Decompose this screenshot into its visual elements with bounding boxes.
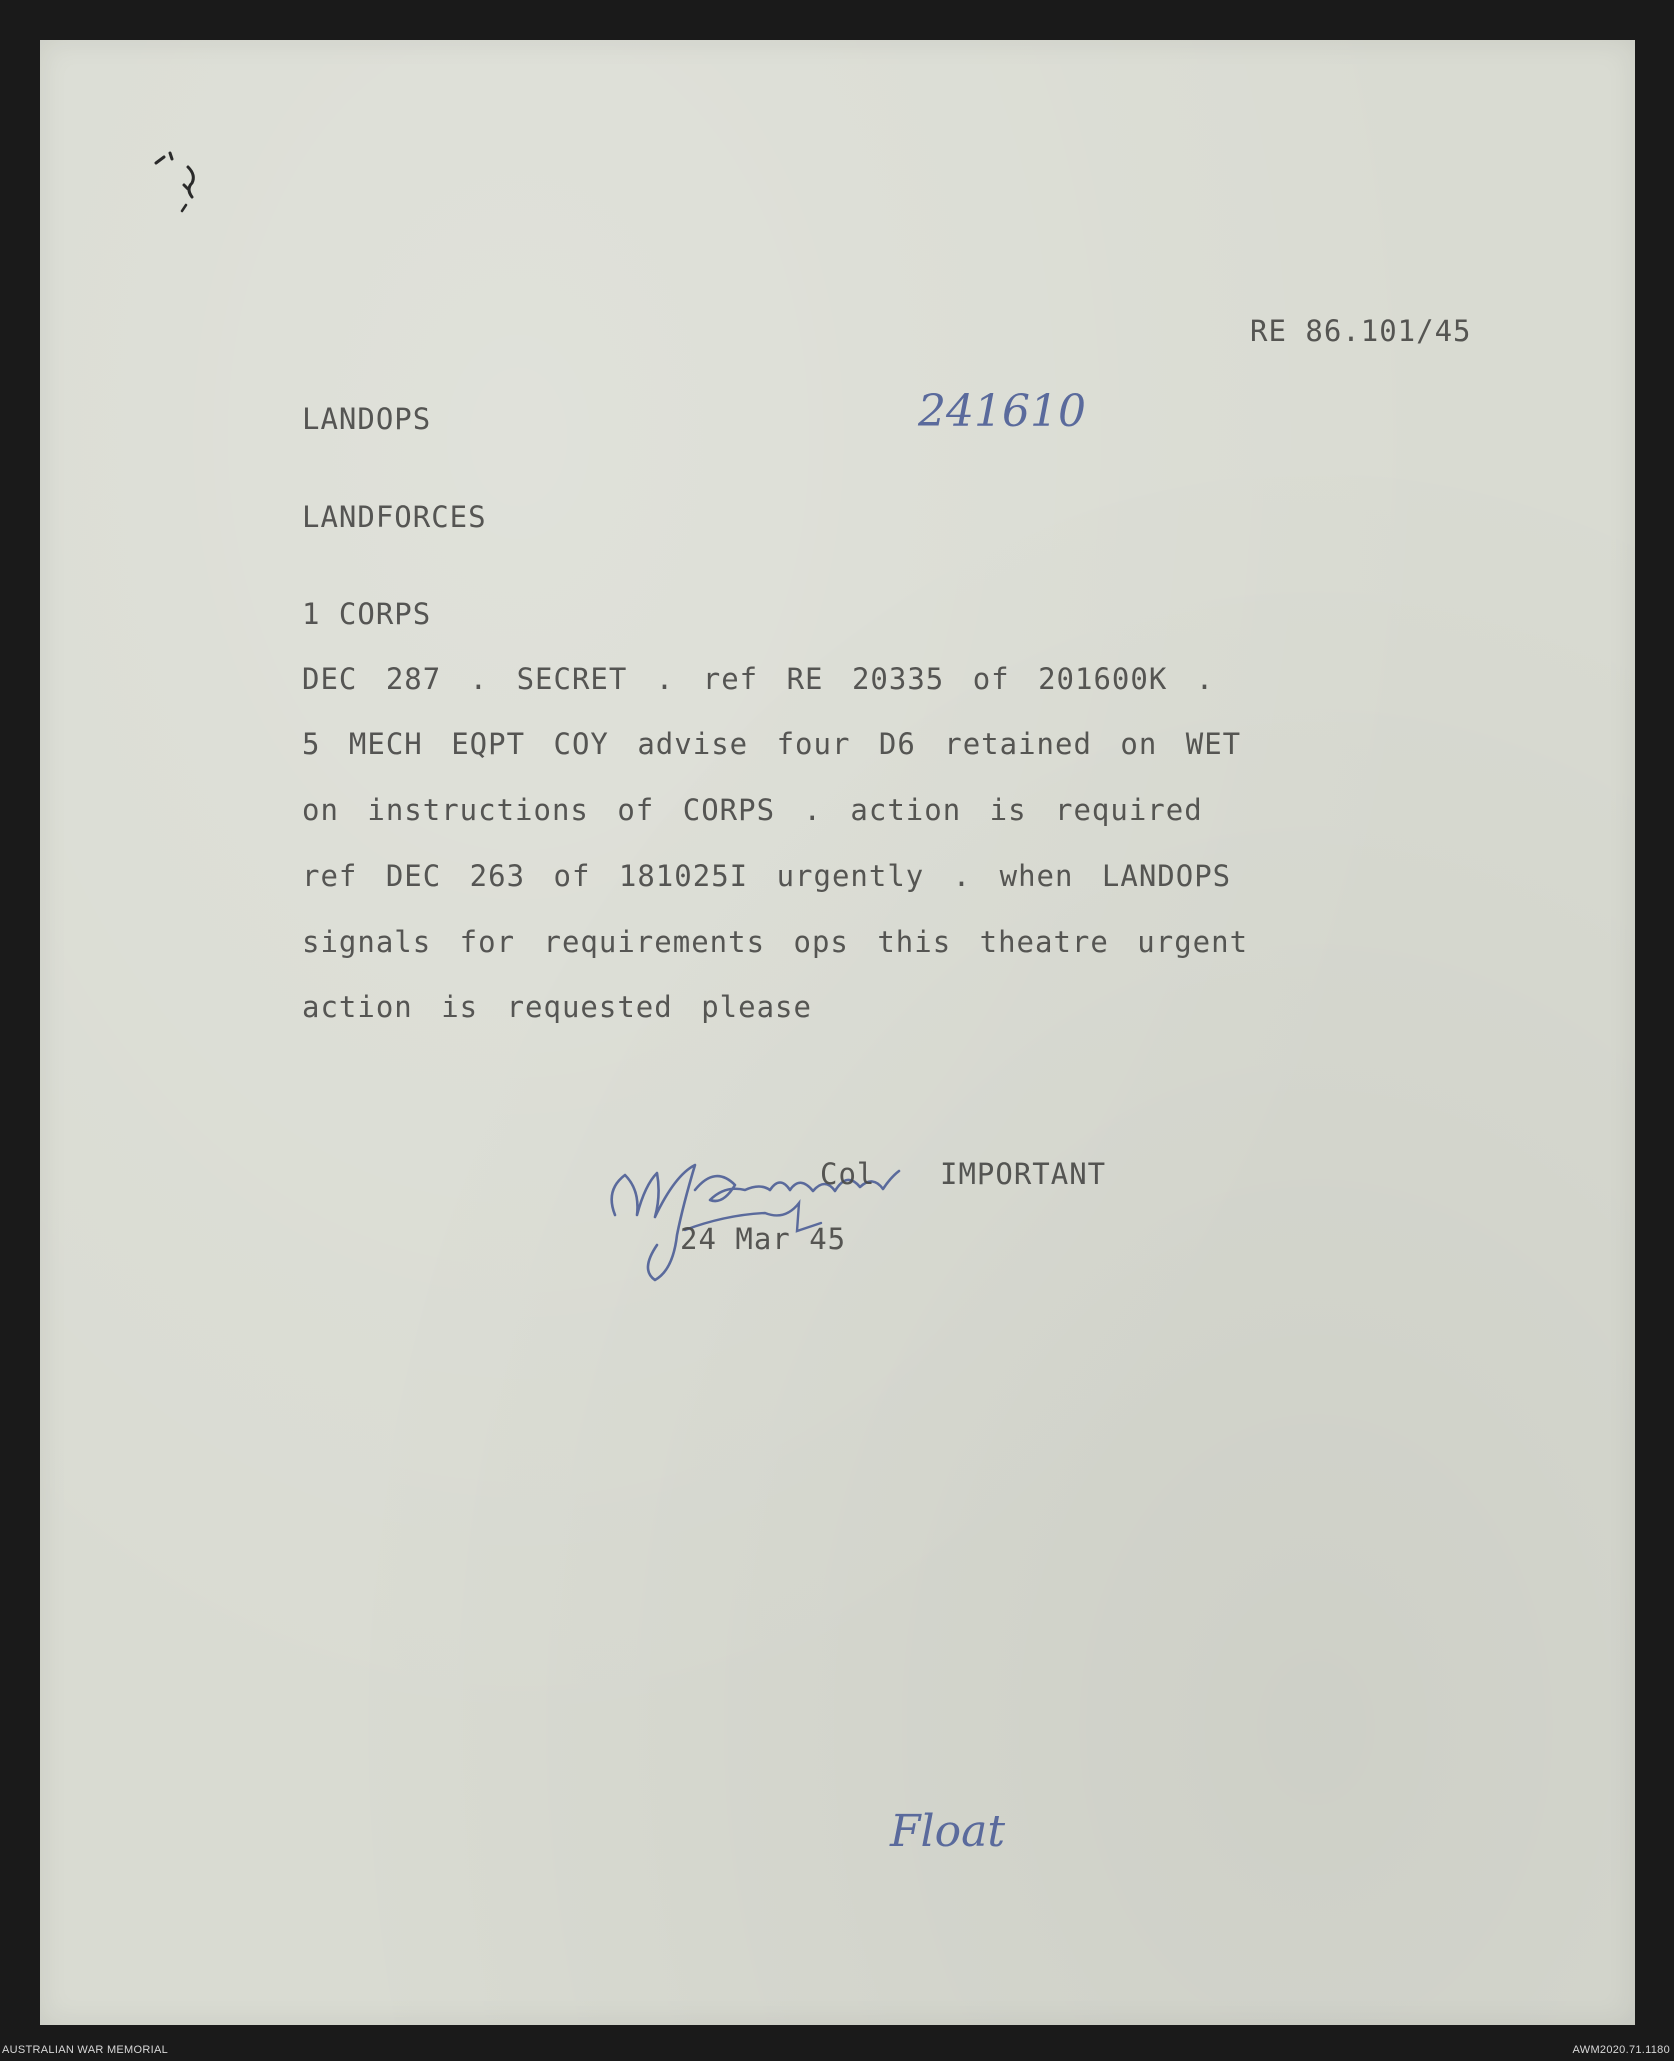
message-line-1: DEC 287 . SECRET . ref RE 20335 of 201600K . bbox=[302, 662, 1215, 696]
handwritten-number: 241610 bbox=[918, 386, 1086, 437]
handwritten-note: Float bbox=[890, 1806, 1006, 1857]
addressee-1-corps: 1 CORPS bbox=[302, 597, 432, 631]
addressee-landforces: LANDFORCES bbox=[302, 500, 487, 534]
message-line-3: on instructions of CORPS . action is required bbox=[302, 793, 1203, 827]
message-line-2: 5 MECH EQPT COY advise four D6 retained on WET bbox=[302, 727, 1242, 761]
message-line-4: ref DEC 263 of 181025I urgently . when LANDOPS bbox=[302, 859, 1232, 893]
document-page bbox=[40, 40, 1635, 2025]
date: 24 Mar 45 bbox=[680, 1222, 847, 1256]
footer-institution: AUSTRALIAN WAR MEMORIAL bbox=[2, 2044, 169, 2056]
signature-title: Col bbox=[820, 1157, 876, 1191]
addressee-landops: LANDOPS bbox=[302, 402, 432, 436]
message-line-5: signals for requirements ops this theatre urgent bbox=[302, 925, 1249, 959]
priority: IMPORTANT bbox=[940, 1157, 1107, 1191]
message-line-6: action is requested please bbox=[302, 990, 812, 1024]
punch-mark-icon bbox=[148, 145, 228, 225]
footer-accession: AWM2020.71.1180 bbox=[1572, 2044, 1670, 2056]
signature-mark bbox=[585, 1095, 925, 1295]
reference-number: RE 86.101/45 bbox=[1250, 314, 1472, 348]
